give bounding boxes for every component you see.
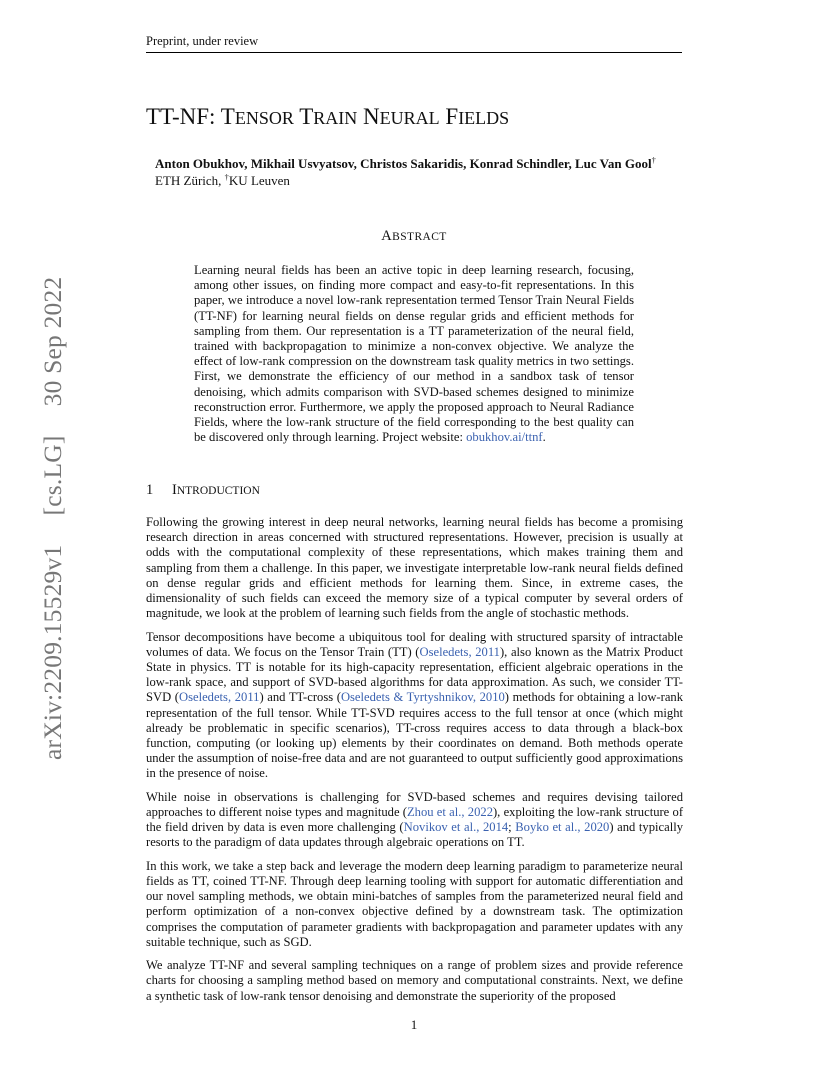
- affiliations: ETH Zürich, †KU Leuven: [155, 172, 290, 188]
- citation-link[interactable]: Oseledets, 2011: [419, 644, 500, 659]
- section-number: 1: [146, 482, 154, 498]
- paragraph: While noise in observations is challenging for SVD-based schemes and requires devising tailored approaches to different noise types and magnitude (Zhou et al., 2022), exploiting the low-rank structure of the field driven by data is even more challenging (Novikov et al., 2014; Boyko et al., 2020) and typically resorts to the paradigm of data updates through algebraic operations on TT.: [146, 789, 684, 850]
- project-website-link[interactable]: obukhov.ai/ttnf: [466, 430, 543, 445]
- citation-link[interactable]: Novikov et al., 2014: [403, 820, 509, 835]
- title-prefix: TT-NF:: [146, 104, 221, 129]
- author-list: Anton Obukhov, Mikhail Usvyatsov, Christos Sakaridis, Konrad Schindler, Luc Van Gool†: [155, 155, 656, 171]
- citation-link[interactable]: Oseledets, 2011: [179, 690, 260, 705]
- paragraph: Tensor decompositions have become a ubiquitous tool for dealing with structured sparsity of intractable volumes of data. We focus on the Tensor Train (TT) (Oseledets, 2011), also known as the Matrix Product State in physics. TT is notable for its high-capacity representation, efficient algebraic operations in the low-rank space, and support of SVD-based algorithms for data approximation. As such, we consider TT-SVD (Oseledets, 2011) and TT-cross (Oseledets & Tyrtyshnikov, 2010) methods for obtaining a low-rank representation of the full tensor. While TT-SVD requires access to the full tensor at once (which might already be problematic in specific scenarios), TT-cross requires access to data through a black-box function, computing (or looking up) elements by their coordinates on demand. Both methods operate under the assumption of noise-free data and are not guaranteed to output sufficiently good approximations in the presence of noise.: [146, 629, 683, 781]
- arxiv-date: 30 Sep 2022: [38, 276, 67, 407]
- header-rule: [146, 52, 682, 53]
- abstract-body: Learning neural fields has been an active topic in deep learning research, focusing, among other issues, on finding more compact and easy-to-fit representations. In this paper, we introduce a novel low-rank representation termed Tensor Train Neural Fields (TT-NF) for learning neural fields on dense regular grids and efficient methods for sampling from them. Our representation is a TT parameterization of the neural field, trained with backpropagation to minimize a non-convex objective. We analyze the effect of low-rank compression on the downstream task quality metrics in two settings. First, we demonstrate the efficiency of our method in a sandbox task of tensor denoising, which admits comparison with SVD-based schemes designed to minimize reconstruction error. Furthermore, we apply the proposed approach to Neural Radiance Fields, where the low-rank structure of the field corresponding to the best quality can be discovered only through learning. Project website: obukhov.ai/ttnf.: [194, 263, 634, 445]
- running-header: Preprint, under review: [146, 34, 259, 48]
- paragraph: In this work, we take a step back and leverage the modern deep learning paradigm to parameterize neural fields as TT, coined TT-NF. Through deep learning tooling with support for automatic differentiation and our novel sampling methods, we obtain mini-batches of samples from the parameterized neural field and perform optimization of a non-convex objective defined by a downstream task. The optimization comprises the computation of parameter gradients with backpropagation and parameter updates with any suitable technique, such as SGD.: [146, 858, 683, 949]
- citation-link[interactable]: Oseledets & Tyrtyshnikov, 2010: [340, 690, 505, 705]
- introduction-body: [146, 515, 683, 1012]
- abstract-heading: ABSTRACT: [381, 228, 447, 244]
- section-heading-introduction: 1 INTRODUCTION: [146, 482, 260, 498]
- paragraph: Following the growing interest in deep neural networks, learning neural fields has become a promising research direction in areas concerned with structured representations. However, precision is usually at odds with the computational complexity of these representations, which makes training them and sampling from them a challenge. In this paper, we investigate interpretable low-rank neural fields defined on dense regular grids and efficient methods for learning them. Since, in extreme cases, the dimensionality of such fields can exceed the memory size of a typical computer by several orders of magnitude, we look at the problem of learning such fields from the angle of stochastic methods.: [146, 515, 683, 621]
- arxiv-category: [cs.LG]: [38, 435, 67, 516]
- paragraph: We analyze TT-NF and several sampling techniques on a range of problem sizes and provide reference charts for choosing a sampling method based on memory and computational constraints. Next, we define a synthetic task of low-rank tensor denoising and demonstrate the superiority of the proposed: [146, 958, 683, 1003]
- citation-link[interactable]: Boyko et al., 2020: [515, 820, 610, 835]
- page-number: 1: [410, 1017, 418, 1032]
- citation-link[interactable]: Zhou et al., 2022: [406, 805, 493, 820]
- arxiv-stamp: [38, 276, 68, 760]
- paper-title: TT-NF: TENSOR TRAIN NEURAL FIELDS: [146, 104, 510, 129]
- arxiv-id: arXiv:2209.15529v1: [38, 544, 67, 760]
